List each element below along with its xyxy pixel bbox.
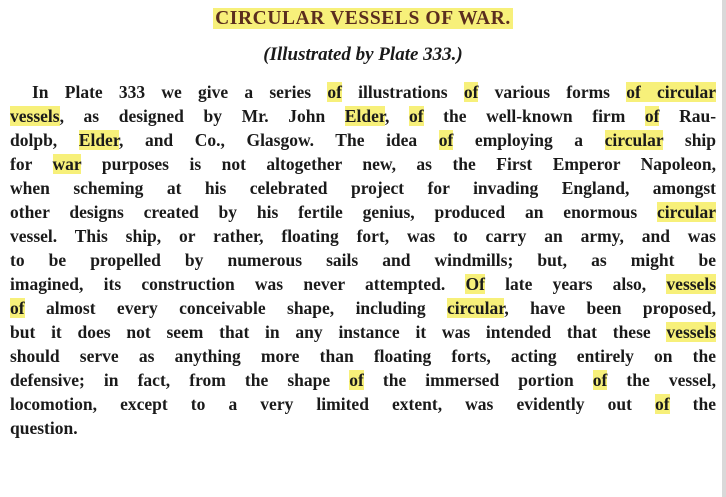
text-line: [10, 80, 716, 104]
text-line: [10, 152, 716, 176]
highlighted-term: of: [438, 130, 454, 150]
text-run: dolpb,: [10, 130, 79, 150]
highlighted-term: circular: [447, 298, 505, 318]
article-title-text: CIRCULAR VESSELS OF WAR.: [215, 8, 511, 29]
highlighted-term: Elder: [78, 130, 119, 150]
text-run: question.: [10, 418, 78, 438]
text-line: [10, 296, 716, 320]
text-line: [10, 344, 716, 368]
text-line: [10, 320, 716, 344]
text-line: [10, 128, 716, 152]
highlighted-term: vessels: [10, 106, 60, 126]
highlighted-term: circular: [657, 202, 716, 222]
text-run: defensive; in fact, from the shape: [10, 370, 350, 390]
text-run: In Plate 333 we give a series: [32, 82, 328, 102]
highlighted-term: vessels: [666, 274, 716, 294]
text-run: illustrations: [341, 82, 464, 102]
text-run: for: [10, 154, 53, 174]
text-run: , as designed by Mr. John: [59, 106, 345, 126]
article-subtitle: (Illustrated by Plate 333.): [263, 44, 463, 65]
text-run: ship: [663, 130, 717, 150]
highlighted-term: of: [655, 394, 670, 414]
highlighted-term: of: [463, 82, 479, 102]
highlighted-term: of: [592, 370, 608, 390]
page-edge: [722, 0, 726, 497]
highlighted-term: of circular: [626, 82, 716, 102]
text-run: the immersed portion: [363, 370, 593, 390]
article-body: [10, 80, 716, 440]
text-run: Rau-: [659, 106, 717, 126]
text-line: [10, 416, 716, 440]
text-run: should serve as anything more than floating forts, acting entirely on the: [10, 346, 716, 366]
text-run: the: [669, 394, 716, 414]
highlighted-term: war: [52, 154, 82, 174]
highlighted-term: Elder: [344, 106, 385, 126]
text-line: [10, 392, 716, 416]
text-line: [10, 200, 716, 224]
text-run: various forms: [478, 82, 627, 102]
highlighted-term: of: [349, 370, 364, 390]
highlighted-term: of: [644, 106, 660, 126]
text-run: the well-known firm: [423, 106, 645, 126]
highlighted-term: of: [327, 82, 342, 102]
text-run: purposes is not altogether new, as the First Emperor Napoleon,: [81, 154, 716, 174]
text-line: [10, 272, 716, 296]
text-run: vessel. This ship, or rather, floating fort, was to carry an army, and was: [10, 226, 716, 246]
highlighted-term: of: [10, 298, 25, 318]
text-line: [10, 368, 716, 392]
highlighted-term: Of: [465, 274, 485, 294]
text-run: other designs created by his fertile genius, produced an enormous: [10, 202, 658, 222]
highlighted-term: vessels: [666, 322, 716, 342]
text-run: , and Co., Glasgow. The idea: [118, 130, 439, 150]
text-run: employing a: [453, 130, 605, 150]
highlighted-term: of: [408, 106, 424, 126]
text-line: [10, 224, 716, 248]
text-line: [10, 248, 716, 272]
text-line: [10, 176, 716, 200]
text-run: but it does not seem that in any instance it was intended that these: [10, 322, 667, 342]
text-run: the vessel,: [607, 370, 716, 390]
article-title: [0, 8, 726, 30]
text-run: when scheming at his celebrated project for invading England, amongst: [10, 178, 716, 198]
text-run: to be propelled by numerous sails and windmills; but, as might be: [10, 250, 716, 270]
text-run: locomotion, except to a very limited extent, was evidently out: [10, 394, 655, 414]
text-run: almost every conceivable shape, including: [24, 298, 447, 318]
text-run: imagined, its construction was never attempted.: [10, 274, 466, 294]
text-line: [10, 104, 716, 128]
text-run: late years also,: [484, 274, 667, 294]
text-run: ,: [385, 106, 409, 126]
text-run: , have been proposed,: [504, 298, 716, 318]
highlighted-term: circular: [604, 130, 664, 150]
